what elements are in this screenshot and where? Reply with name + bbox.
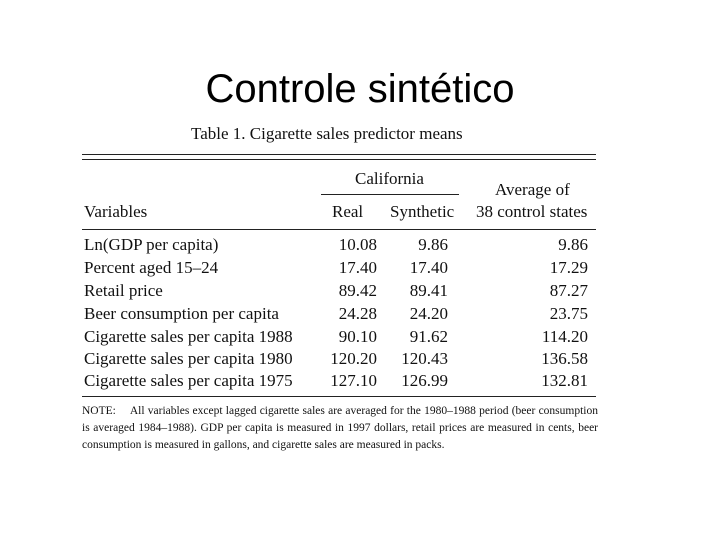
row-synthetic: 89.41 <box>409 281 448 300</box>
row-synthetic: 91.62 <box>409 327 448 346</box>
row-synthetic: 120.43 <box>401 349 448 368</box>
row-variable: Percent aged 15–24 <box>84 258 219 277</box>
table-caption: Table 1. Cigarette sales predictor means <box>191 124 463 143</box>
row-real: 90.10 <box>338 327 377 346</box>
row-average: 17.29 <box>549 258 588 277</box>
row-real: 17.40 <box>338 258 377 277</box>
row-real: 24.28 <box>338 304 377 323</box>
row-real: 127.10 <box>330 371 377 390</box>
row-average: 23.75 <box>549 304 588 323</box>
row-average: 87.27 <box>549 281 588 300</box>
row-average: 114.20 <box>541 327 588 346</box>
row-average: 9.86 <box>558 235 588 254</box>
row-variable: Cigarette sales per capita 1988 <box>84 327 293 346</box>
header-average-line2: 38 control states <box>476 202 588 221</box>
row-average: 136.58 <box>541 349 588 368</box>
top-rule-second <box>82 159 596 160</box>
note-label: NOTE: <box>82 405 116 417</box>
row-variable: Ln(GDP per capita) <box>84 235 219 254</box>
row-synthetic: 17.40 <box>409 258 448 277</box>
row-real: 89.42 <box>338 281 377 300</box>
row-variable: Beer consumption per capita <box>84 304 279 323</box>
group-header-california: California <box>355 169 424 188</box>
header-variables: Variables <box>84 202 148 221</box>
row-synthetic: 126.99 <box>401 371 448 390</box>
header-synthetic: Synthetic <box>390 202 455 221</box>
row-real: 120.20 <box>330 349 377 368</box>
group-header-underline <box>321 194 459 195</box>
top-rule <box>82 154 596 155</box>
row-variable: Retail price <box>84 281 163 300</box>
note-text: All variables except lagged cigarette sales are averaged for the 1980–1988 period (beer consumption is averaged 1984–1988). GDP per capita is measured in 1997 dollars, retail prices are measured in cents, beer consumption is measured in gallons, and cigarette sales are measured in packs. <box>82 405 598 451</box>
row-synthetic: 24.20 <box>409 304 448 323</box>
table-note <box>82 403 598 454</box>
row-variable: Cigarette sales per capita 1980 <box>84 349 293 368</box>
bottom-rule <box>82 396 596 397</box>
header-real: Real <box>332 202 364 221</box>
row-synthetic: 9.86 <box>418 235 448 254</box>
row-average: 132.81 <box>541 371 588 390</box>
header-rule <box>82 229 596 230</box>
row-variable: Cigarette sales per capita 1975 <box>84 371 293 390</box>
slide-title: Controle sintético <box>205 67 515 111</box>
header-average-line1: Average of <box>495 180 570 199</box>
row-real: 10.08 <box>338 235 377 254</box>
